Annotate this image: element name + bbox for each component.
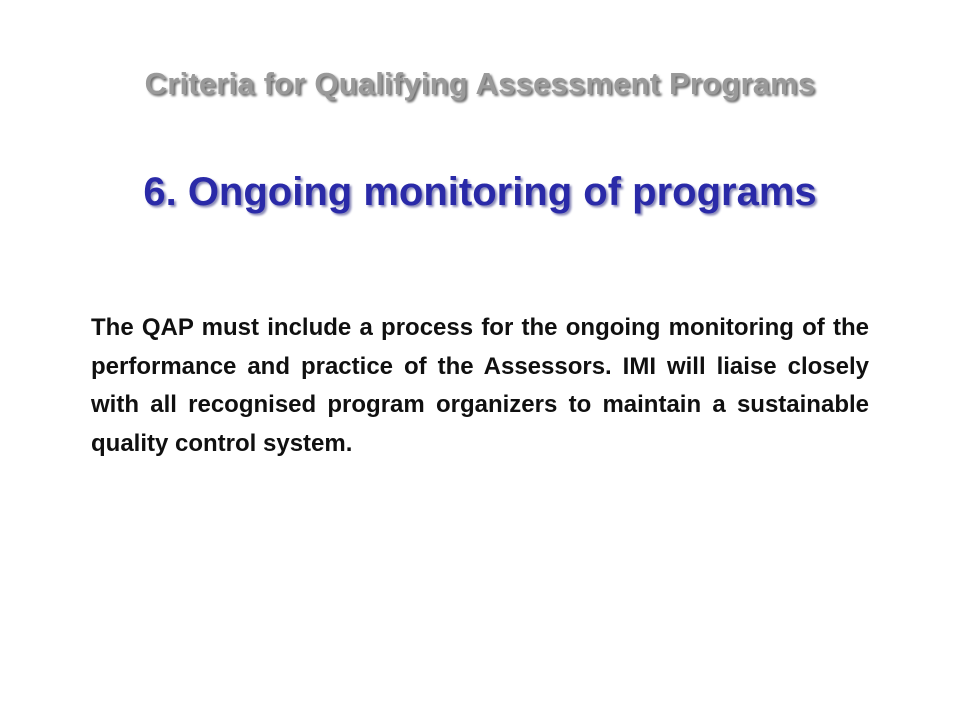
slide-body-paragraph: The QAP must include a process for the ongoing monitoring of the performance and practice of the Assessors. IMI will liaise closely with all recognised program organizers to maintain a sustainable quality control system.: [91, 314, 869, 457]
slide-title: 6. Ongoing monitoring of programs: [143, 170, 817, 214]
slide-header: Criteria for Qualifying Assessment Programs: [144, 66, 816, 101]
